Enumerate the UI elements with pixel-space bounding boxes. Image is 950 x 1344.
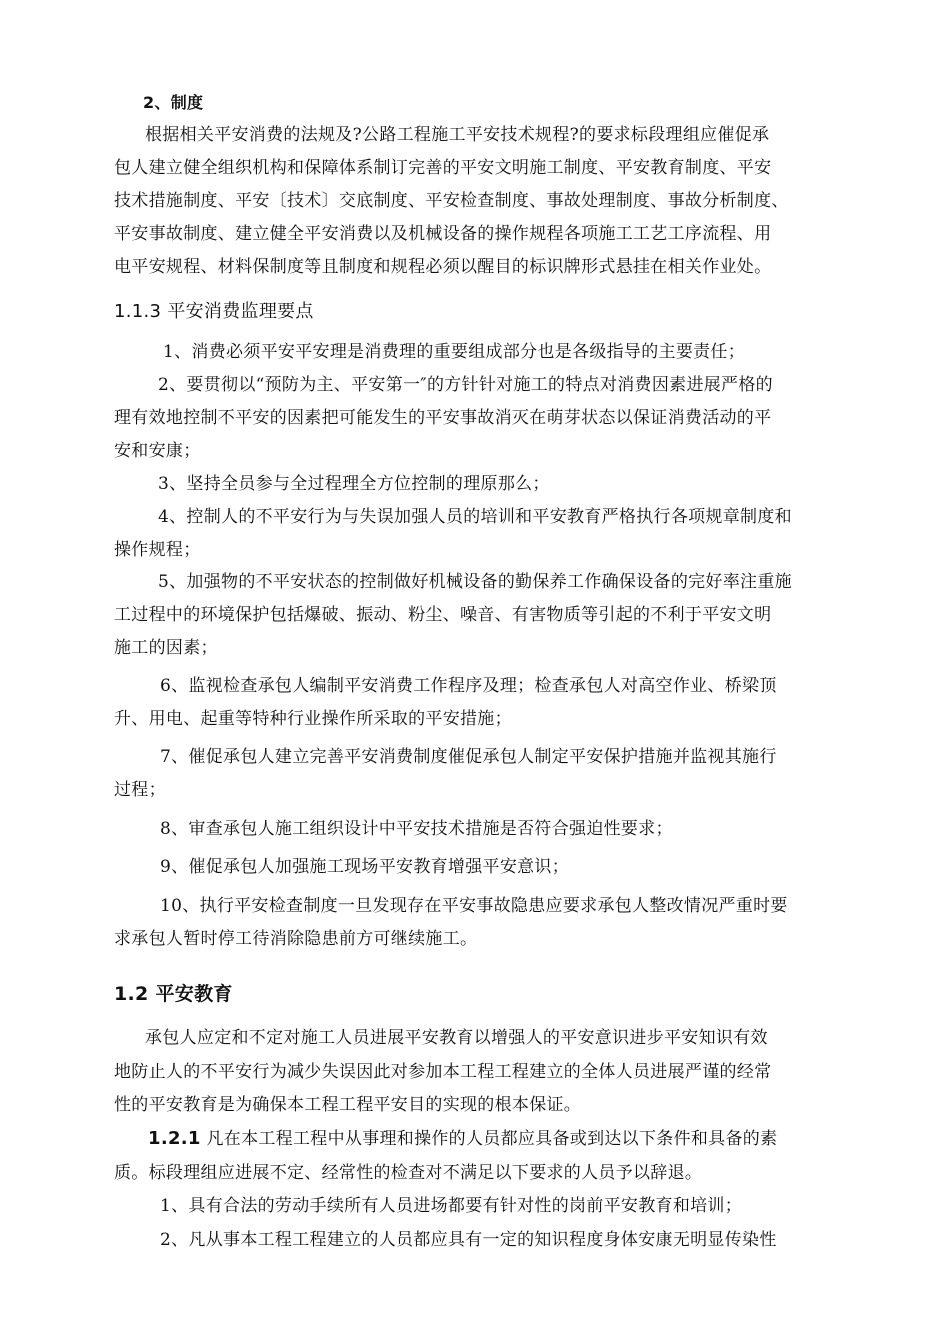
list-item: 6、监视检查承包人编制平安消费工作程序及理；检查承包人对高空作业、桥梁顶 [160,676,777,696]
paragraph-line: 平安事故制度、建立健全平安消费以及机械设备的操作规程各项施工工艺工序流程、用 [114,224,772,244]
list-item-continuation: 工过程中的环境保护包括爆破、振动、粉尘、噪音、有害物质等引起的不利于平安文明 [114,605,772,625]
list-item: 2、要贯彻以“预防为主、平安第一″的方针针对施工的特点对消费因素进展严格的 [158,375,773,395]
paragraph-line: 性的平安教育是为确保本工程工程平安目的实现的根本保证。 [114,1095,582,1115]
list-item: 10、执行平安检查制度一旦发现存在平安事故隐患应要求承包人整改情况严重时要 [160,896,788,916]
paragraph-line: 地防止人的不平安行为减少失误因此对参加本工程工程建立的全体人员进展严谨的经常 [114,1062,772,1082]
paragraph-line: 电平安规程、材料保制度等且制度和规程必须以醒目的标识牌形式悬挂在相关作业处。 [114,257,772,277]
paragraph-line: 承包人应定和不定对施工人员进展平安教育以增强人的平安意识进步平安知识有效 [145,1028,768,1048]
list-item-continuation: 操作规程； [114,540,201,560]
list-item-continuation: 理有效地控制不平安的因素把可能发生的平安事故消灭在萌芽状态以保证消费活动的平 [114,408,772,428]
paragraph-line: 质。标段理组应进展不定、经常性的检查对不满足以下要求的人员予以辞退。 [114,1163,703,1183]
subsection-text: 凡在本工程工程中从事理和操作的人员都应具备或到达以下条件和具备的素 [206,1129,778,1149]
subsection-number: 1.2.1 [148,1128,201,1149]
list-item-continuation: 求承包人暂时停工待消除隐患前方可继续施工。 [114,929,478,949]
paragraph-line: 根据相关平安消费的法规及?公路工程施工平安技术规程?的要求标段理组应催促承 [145,125,770,145]
paragraph-line: 技术措施制度、平安〔技术〕交底制度、平安检查制度、事故处理制度、事故分析制度、 [114,191,789,211]
section-heading-113: 1.1.3 平安消费监理要点 [114,301,314,322]
list-item: 4、控制人的不平安行为与失误加强人员的培训和平安教育严格执行各项规章制度和 [158,507,792,527]
list-item: 3、坚持全员参与全过程理全方位控制的理原那么； [158,474,550,494]
list-item: 7、催促承包人建立完善平安消费制度催促承包人制定平安保护措施并监视其施行 [160,747,777,767]
list-item-continuation: 安和安康； [114,441,201,461]
list-item-continuation: 施工的因素； [114,638,218,658]
list-item-continuation: 升、用电、起重等特种行业操作所采取的平安措施； [114,709,512,729]
list-item: 8、审查承包人施工组织设计中平安技术措施是否符合强迫性要求； [160,819,673,839]
list-item-continuation: 过程； [114,780,166,800]
section-heading-zhidu: 2、制度 [143,93,204,112]
list-item: 1、具有合法的劳动手续所有人员进场都要有针对性的岗前平安教育和培训； [160,1196,743,1216]
list-item: 9、催促承包人加强施工现场平安教育增强平安意识； [160,857,570,877]
list-item: 2、凡从事本工程工程建立的人员都应具有一定的知识程度身体安康无明显传染性 [160,1230,777,1250]
section-heading-12: 1.2 平安教育 [114,983,233,1005]
subsection-121-first-line [148,1128,777,1150]
paragraph-line: 包人建立健全组织机构和保障体系制订完善的平安文明施工制度、平安教育制度、平安 [114,158,772,178]
list-item: 1、消费必须平安平安理是消费理的重要组成部分也是各级指导的主要责任； [163,342,746,362]
list-item: 5、加强物的不平安状态的控制做好机械设备的勤保养工作确保设备的完好率注重施 [158,572,792,592]
